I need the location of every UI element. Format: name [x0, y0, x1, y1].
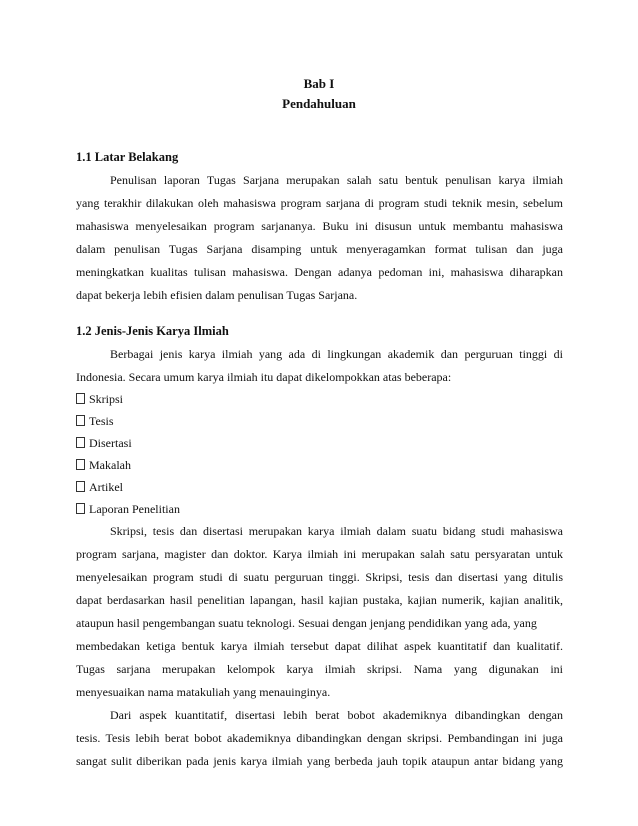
paragraph-line: membedakan ketiga bentuk karya ilmiah tersebut dapat dilihat aspek kuantitatif dan kualitatif.: [76, 639, 563, 653]
paragraph-line: Skripsi, tesis dan disertasi merupakan karya ilmiah dalam suatu bidang studi mahasiswa: [110, 524, 563, 538]
paragraph-line: mahasiswa menyelesaikan program sarjananya. Buku ini disusun untuk membantu mahasiswa: [76, 219, 563, 233]
list-item: [76, 502, 180, 517]
list-item-label: Tesis: [89, 414, 114, 428]
chapter-number: Bab I: [303, 76, 335, 91]
list-item: [76, 436, 132, 451]
paragraph-line: ataupun hasil pengembangan suatu teknologi. Sesuai dengan jenjang pendidikan yang ada, yang: [76, 616, 537, 630]
paragraph-line: yang terakhir dilakukan oleh mahasiswa program sarjana di program studi teknik mesin, sebelum: [76, 196, 563, 210]
paragraph-line: dapat berdasarkan hasil penelitian lapangan, hasil kajian pustaka, kajian numerik, kajian analitik,: [76, 593, 563, 607]
list-item: [76, 414, 114, 429]
section-heading-jenis-karya-ilmiah: 1.2 Jenis-Jenis Karya Ilmiah: [76, 324, 229, 338]
checkbox-glyph-icon: [76, 481, 85, 492]
paragraph-line: program sarjana, magister dan doktor. Karya ilmiah ini merupakan salah satu persyaratan untuk: [76, 547, 563, 561]
checkbox-glyph-icon: [76, 437, 85, 448]
paragraph-line: Berbagai jenis karya ilmiah yang ada di lingkungan akademik dan perguruan tinggi di: [110, 347, 563, 361]
list-item: [76, 480, 123, 495]
chapter-title: Pendahuluan: [282, 96, 356, 111]
paragraph-line: Indonesia. Secara umum karya ilmiah itu dapat dikelompokkan atas beberapa:: [76, 370, 452, 384]
paragraph-line: Tugas sarjana merupakan kelompok karya ilmiah skripsi. Nama yang digunakan ini: [76, 662, 563, 676]
list-item: [76, 458, 131, 473]
list-item-label: Laporan Penelitian: [89, 502, 180, 516]
list-item-label: Artikel: [89, 480, 123, 494]
list-item-label: Skripsi: [89, 392, 124, 406]
paragraph-line: Dari aspek kuantitatif, disertasi lebih berat bobot akademiknya dibandingkan dengan: [110, 708, 563, 722]
checkbox-glyph-icon: [76, 415, 85, 426]
section-heading-latar-belakang: 1.1 Latar Belakang: [76, 150, 179, 164]
checkbox-glyph-icon: [76, 459, 85, 470]
paragraph-line: Penulisan laporan Tugas Sarjana merupakan salah satu bentuk penulisan karya ilmiah: [110, 173, 563, 187]
paragraph-line: sangat sulit diberikan pada jenis karya ilmiah yang berbeda jauh topik ataupun antar bidang yang: [76, 754, 563, 768]
list-item: [76, 392, 123, 407]
paragraph-line: menyesuaikan nama matakuliah yang menauinginya.: [76, 685, 331, 699]
paragraph-line: dapat bekerja lebih efisien dalam penulisan Tugas Sarjana.: [76, 288, 358, 302]
paragraph-line: dalam penulisan Tugas Sarjana disamping untuk menyeragamkan format tulisan dan juga: [76, 242, 563, 256]
checkbox-glyph-icon: [76, 393, 85, 404]
paragraph-line: tesis. Tesis lebih berat bobot akademiknya dibandingkan dengan skripsi. Pembandingan ini juga: [76, 731, 563, 745]
paragraph-line: menyelesaikan program studi di suatu perguruan tinggi. Skripsi, tesis dan disertasi yang ditulis: [76, 570, 563, 584]
list-item-label: Makalah: [89, 458, 131, 472]
checkbox-glyph-icon: [76, 503, 85, 514]
list-item-label: Disertasi: [89, 436, 132, 450]
paragraph-line: meningkatkan kualitas tulisan mahasiswa. Dengan adanya pedoman ini, mahasiswa diharapkan: [76, 265, 563, 279]
